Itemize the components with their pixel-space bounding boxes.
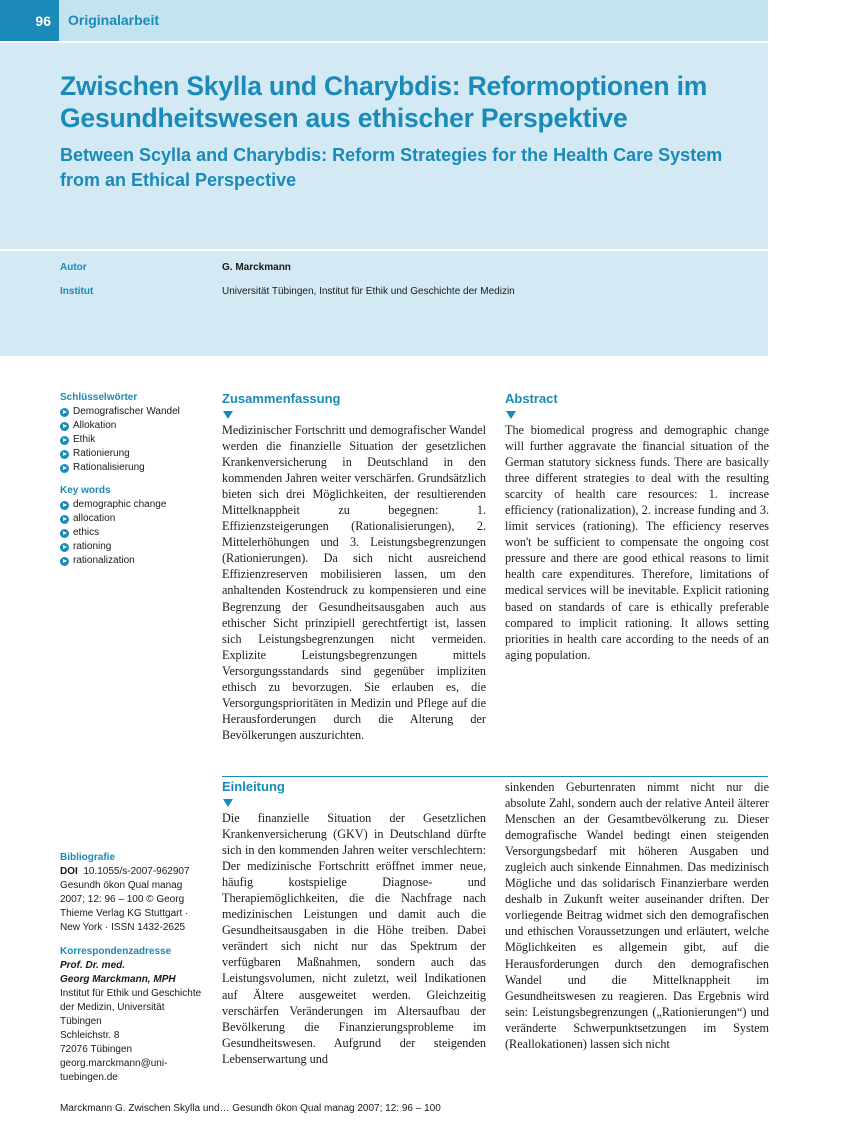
keyword-item: rationing bbox=[60, 540, 210, 554]
keyword-item: Rationierung bbox=[60, 447, 210, 461]
keywords-en-heading: Key words bbox=[60, 485, 111, 496]
triangle-down-icon bbox=[223, 799, 233, 807]
einleitung-text-left: Die finanzielle Situation der Gesetzlichen Krankenversicherung (GKV) in Deutschland dürfte sich in den kommenden Jahren weiter verschlechtern: Der medizinische Fortschritt eröffnet immer neue, häufig kostspielige Diagnose- und Therapiemöglichkeiten, die die Nachfrage nach medizinischen Leistungen und damit auch die Gesundheitsausgaben in die Höhe treiben. Dabei verändert sich nicht nur das Spektrum der verfügbaren Maßnahmen, sondern auch das Leistungsvolumen, nicht zuletzt, weil Indikationen auf Ältere ausgeweitet werden. Gleichzeitig verschärfen Veränderungen im Altersaufbau der Bevölkerung die Finanzierungsprobleme im Gesundheitswesen. Aufgrund der steigenden Lebenserwartung und bbox=[222, 811, 486, 1066]
arrow-bullet-icon bbox=[60, 501, 69, 510]
keywords-en-list bbox=[60, 498, 210, 568]
keyword-item: rationalization bbox=[60, 554, 210, 568]
institute-label: Institut bbox=[60, 286, 94, 297]
author-label: Autor bbox=[60, 262, 87, 273]
institute-name: Universität Tübingen, Institut für Ethik und Geschichte der Medizin bbox=[222, 286, 515, 297]
doi-line: DOI 10.1055/s-2007-962907 bbox=[60, 866, 190, 877]
zusammenfassung-section bbox=[222, 391, 486, 743]
einleitung-heading: Einleitung bbox=[222, 779, 285, 794]
arrow-bullet-icon bbox=[60, 408, 69, 417]
zusammenfassung-text: Medizinischer Fortschritt und demografischer Wandel werden die finanzielle Situation der gesetzlichen Krankenversicherung in Deutschland in den kommenden Jahren weiter verschärfen. Grundsätzlich bieten sich drei Möglichkeiten, der resultierenden Mittelknappheit zu begegnen: 1. Effizienzsteigerungen (Rationalisierungen), 2. Mittelerhöhungen und 3. Leistungsbegrenzungen (Rationierungen). Da sich nicht ausreichend Effizienzreserven mobilisieren lassen, um den anhaltenden Kostendruck zu kompensieren und eine Begrenzung der Gesundheitsausgaben auch aus ethischer Sicht prinzipiell gerechtfertigt ist, lassen sich Leistungsbegrenzungen nicht vermeiden. Explizite Leistungsbegrenzungen mittels Versorgungsstandards sind gegenüber impliziten ethisch zu bevorzugen. Sie erlauben es, die Versorgungsprioritäten in Medizin und Pflege auf die Herausforderungen durch die Alterung der Bevölkerungen auszurichten. bbox=[222, 423, 486, 742]
bibliography-heading: Bibliografie bbox=[60, 852, 116, 863]
keyword-item: Ethik bbox=[60, 433, 210, 447]
arrow-bullet-icon bbox=[60, 557, 69, 566]
title-german: Zwischen Skylla und Charybdis: Reformoptionen im Gesundheitswesen aus ethischer Perspektive bbox=[60, 71, 708, 133]
keyword-item: demographic change bbox=[60, 498, 210, 512]
einleitung-section bbox=[222, 779, 486, 1067]
keyword-item: Allokation bbox=[60, 419, 210, 433]
author-band bbox=[0, 251, 768, 356]
section-label: Originalarbeit bbox=[68, 12, 160, 28]
email-link[interactable]: tuebingen.de bbox=[60, 1072, 118, 1083]
triangle-down-icon bbox=[506, 411, 516, 419]
correspondence-name: Georg Marckmann, MPH bbox=[60, 974, 176, 985]
zusammenfassung-heading: Zusammenfassung bbox=[222, 391, 341, 406]
arrow-bullet-icon bbox=[60, 450, 69, 459]
author-name: G. Marckmann bbox=[222, 262, 291, 273]
correspondence-name: Prof. Dr. med. bbox=[60, 960, 126, 971]
arrow-bullet-icon bbox=[60, 515, 69, 524]
keyword-item: ethics bbox=[60, 526, 210, 540]
title-english: Between Scylla and Charybdis: Reform Strategies for the Health Care System from an Ethical Perspective bbox=[60, 145, 723, 190]
doi-link[interactable]: 10.1055/s-2007-962907 bbox=[83, 866, 190, 877]
email-link[interactable]: georg.marckmann@uni- bbox=[60, 1058, 168, 1069]
arrow-bullet-icon bbox=[60, 422, 69, 431]
keyword-item: Rationalisierung bbox=[60, 461, 210, 475]
section-divider bbox=[222, 776, 768, 777]
triangle-down-icon bbox=[223, 411, 233, 419]
bibliography-block: Bibliografie DOI 10.1055/s-2007-962907 Gesundh ökon Qual manag 2007; 12: 96 – 100 © Georg Thieme Verlag KG Stuttgart · New York · ISSN 1432-2625 Korrespondenzadresse Prof. Dr. med. Georg Marckmann, MPH Institut für Ethik und Geschichte der Medizin, Universität Tübingen Schleichstr. 8 72076 Tübingen georg.marckmann@uni- tuebingen.de bbox=[60, 851, 210, 1085]
correspondence-heading: Korrespondenzadresse bbox=[60, 946, 172, 957]
arrow-bullet-icon bbox=[60, 529, 69, 538]
arrow-bullet-icon bbox=[60, 464, 69, 473]
keywords-block bbox=[60, 391, 210, 568]
abstract-section bbox=[505, 391, 769, 663]
keywords-de-list bbox=[60, 405, 210, 475]
einleitung-text-right: sinkenden Geburtenraten nimmt nicht nur die absolute Zahl, sondern auch der relative Anteil älterer Menschen an der Gesamtbevölkerung zu. Dieser demografische Wandel bedingt einen steigenden Versorgungsbedarf mit höheren Ausgaben und zugleich auch sinkende Einnahmen. Das medizinisch Mögliche und das solidarisch Finanzierbare werden deshalb in Zukunft weiter auseinander driften. Der vorliegende Beitrag widmet sich den demografischen und ethischen Voraussetzungen und erläutert, welche Möglichkeiten es allgemein gibt, auf die Herausforderungen durch den demografischen Wandel und die Mittelknappheit im Gesundheitswesen zu reagieren. Das Ergebnis wird sein: Leistungsbegrenzungen („Rationierungen“) und veränderte Schwerpunktsetzungen im System (Reallokationen) lassen sich nicht bbox=[505, 780, 769, 1051]
einleitung-continued bbox=[505, 779, 769, 1052]
arrow-bullet-icon bbox=[60, 436, 69, 445]
keyword-item: allocation bbox=[60, 512, 210, 526]
keyword-item: Demografischer Wandel bbox=[60, 405, 210, 419]
page-number: 96 bbox=[0, 0, 59, 41]
arrow-bullet-icon bbox=[60, 543, 69, 552]
abstract-heading: Abstract bbox=[505, 391, 558, 406]
keywords-de-heading: Schlüsselwörter bbox=[60, 392, 138, 403]
abstract-text: The biomedical progress and demographic change will further aggravate the financial situation of the German statutory sickness funds. There are basically three different strategies to deal with the resulting scarcity of health care resources: 1. increase efficiency (rationalization), 2. increase funding and 3. limit services (rationing). The efficiency reserves won't be sufficient to compensate the ongoing cost pressure and there are good ethical reasons to limit health care expenditures. Therefore, limitations of medical services will be inevitable. Explicit rationing based on standards of care is ethically preferable compared to implicit rationing. It allows setting priorities in health care according to the needs of an aging population. bbox=[505, 423, 769, 662]
footer-citation: Marckmann G. Zwischen Skylla und… Gesundh ökon Qual manag 2007; 12: 96 – 100 bbox=[60, 1103, 441, 1114]
